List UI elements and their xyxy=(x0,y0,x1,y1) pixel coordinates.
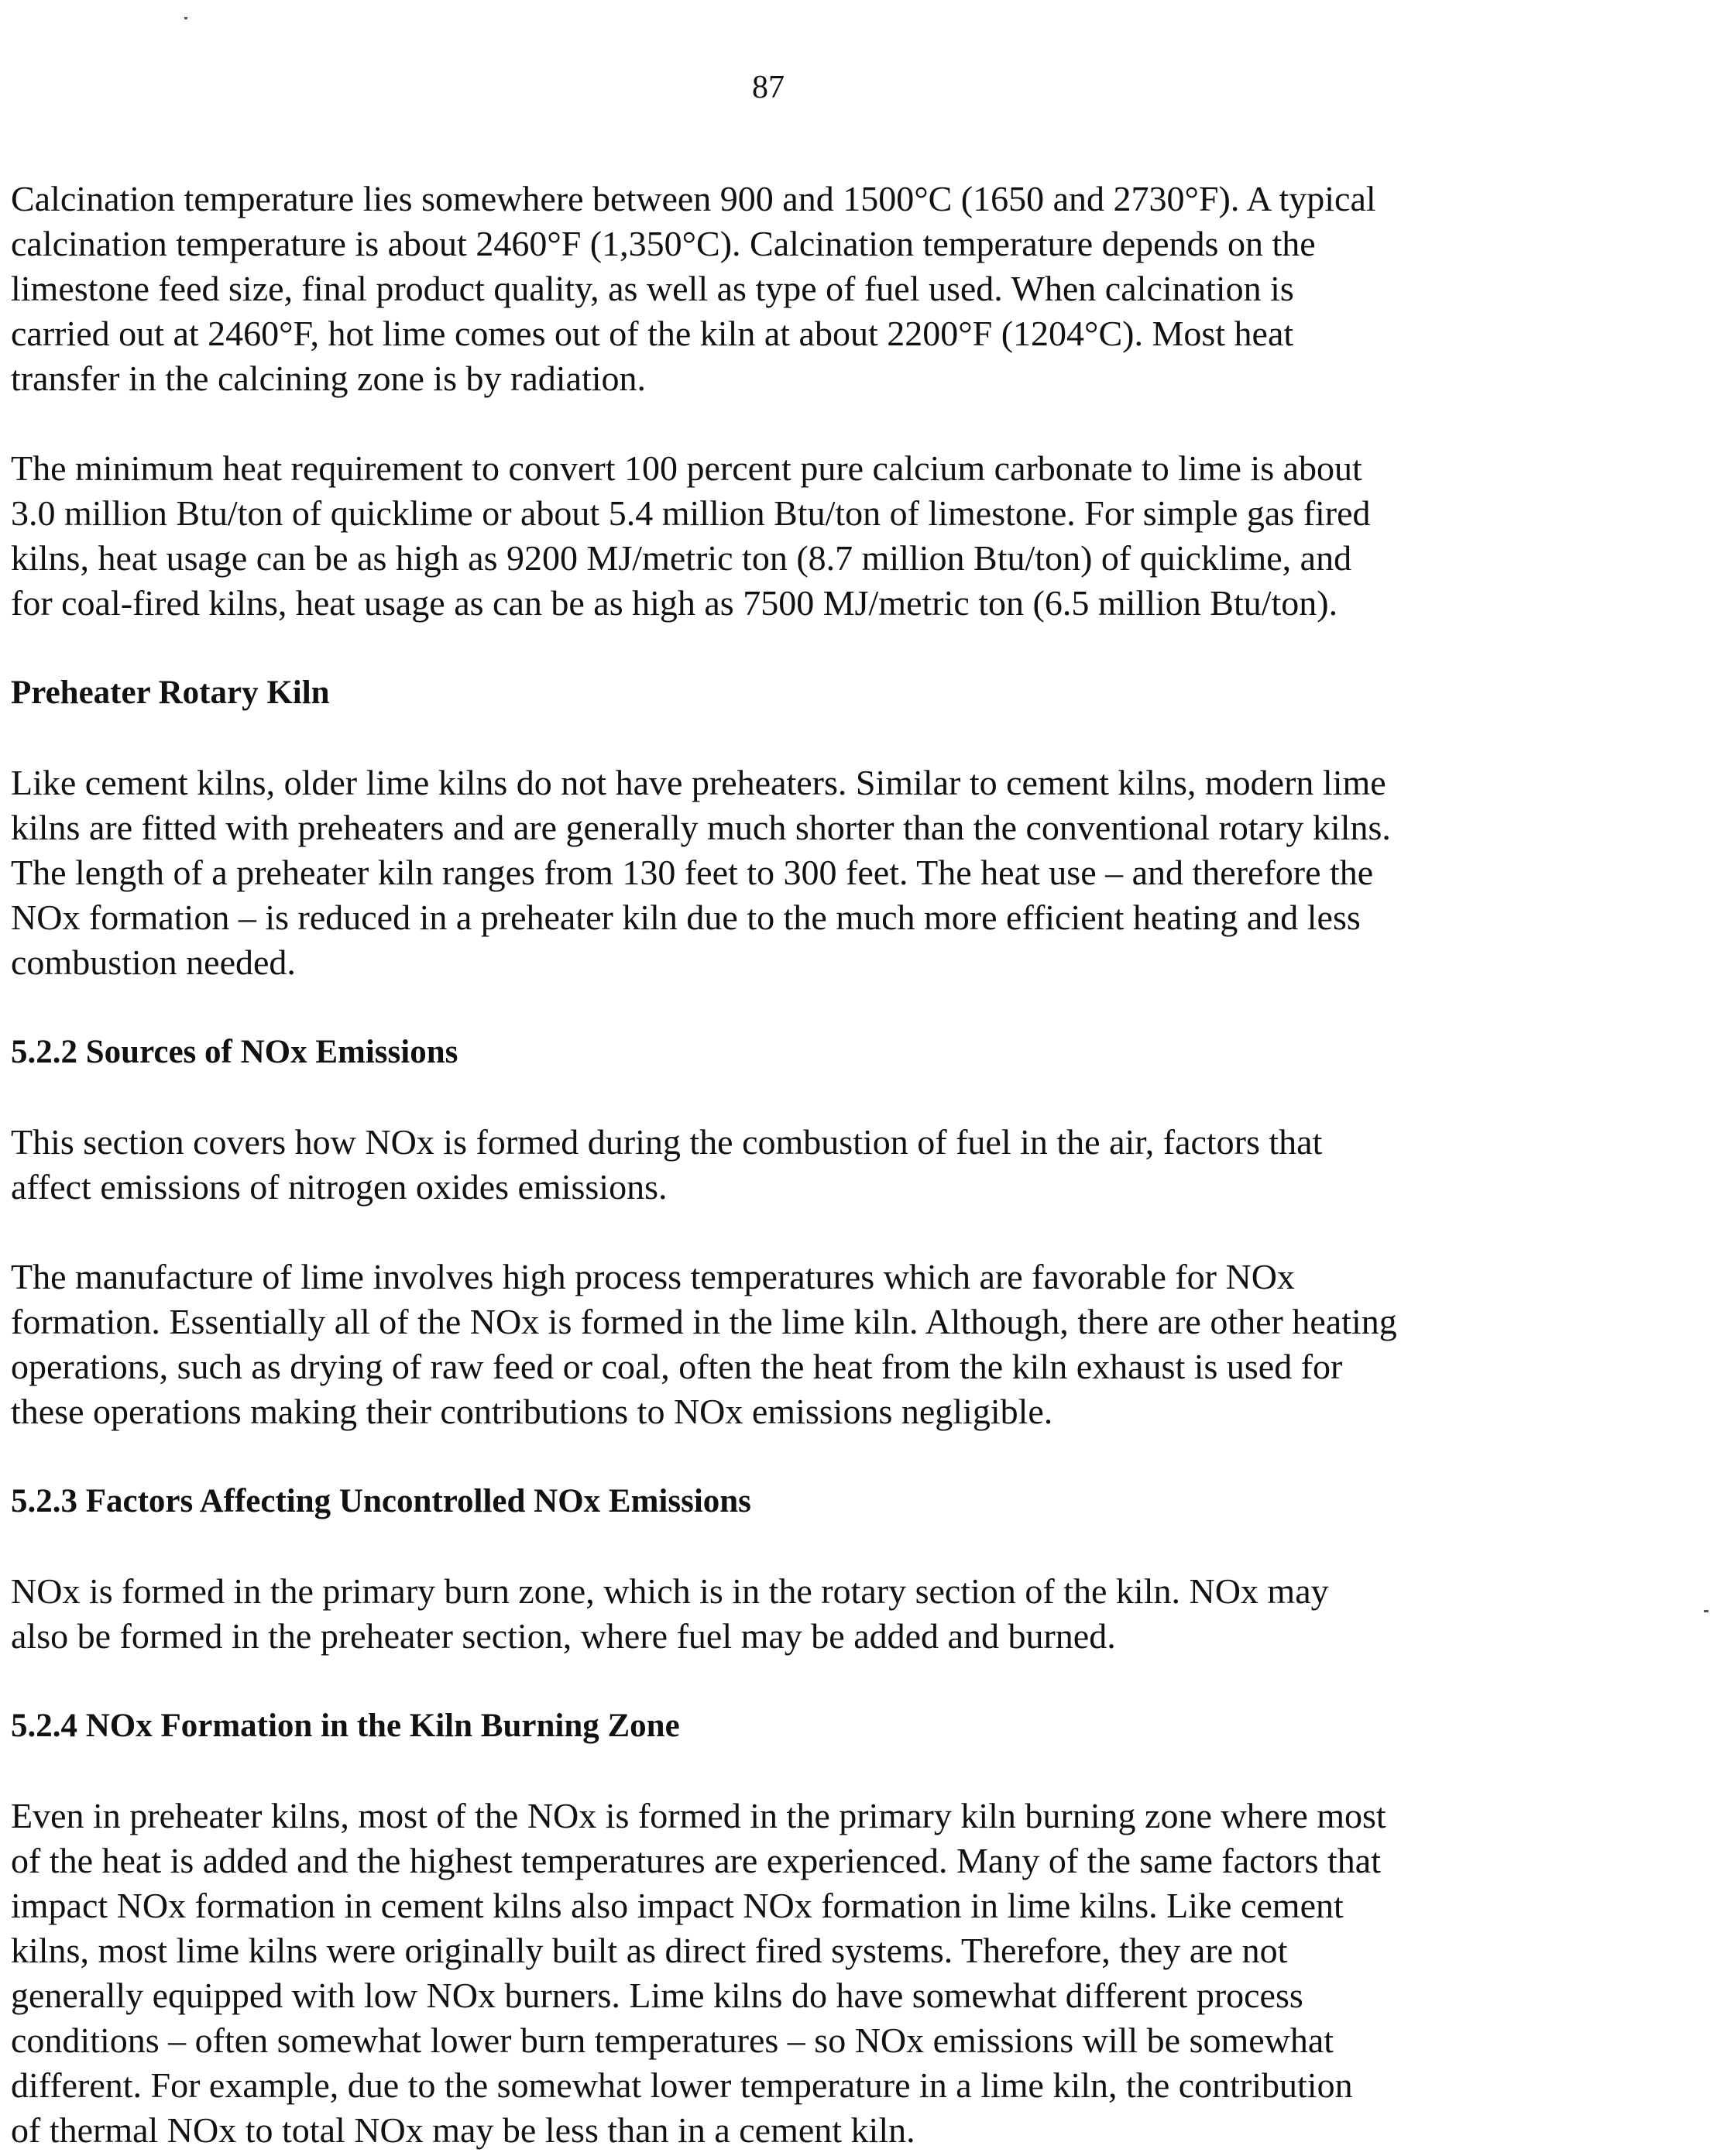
paragraph-lime-manufacture: The manufacture of lime involves high process temperatures which are favorable for NOx formation. Essentially all of the NOx is formed in the lime kiln. Although, there are other heating operations, such as drying of raw feed or coal, often the heat from the kiln exhaust is used for these operations making their contributions to NOx emissions negligible. xyxy=(11,1257,1397,1431)
paragraph-section-overview: This section covers how NOx is formed during the combustion of fuel in the air, factors that affect emissions of nitrogen oxides emissions. xyxy=(11,1122,1323,1207)
heading-kiln-burning-zone: 5.2.4 NOx Formation in the Kiln Burning Zone xyxy=(11,1708,680,1744)
paragraph-primary-burn-zone: NOx is formed in the primary burn zone, which is in the rotary section of the kiln. NOx may also be formed in the preheater section, where fuel may be added and burned. xyxy=(11,1571,1329,1656)
paragraph-heat-requirement: The minimum heat requirement to convert 100 percent pure calcium carbonate to lime is about 3.0 million Btu/ton of quicklime or about 5.4 million Btu/ton of limestone. For simple gas fired kilns, heat usage can be as high as 9200 MJ/metric ton (8.7 million Btu/ton) of quicklime, and for coal-fired kilns, heat usage as can be as high as 7500 MJ/metric ton (6.5 million Btu/ton). xyxy=(11,448,1371,623)
document-body xyxy=(11,177,1552,2153)
paragraph-preheater-kilns: Like cement kilns, older lime kilns do not have preheaters. Similar to cement kilns, modern lime kilns are fitted with preheaters and are generally much shorter than the conventional rotary kilns. The length of a preheater kiln ranges from 130 feet to 300 feet. The heat use – and therefore the NOx formation – is reduced in a preheater kiln due to the much more efficient heating and less combustion needed. xyxy=(11,763,1391,982)
paragraph-calcination-temperature: Calcination temperature lies somewhere between 900 and 1500°C (1650 and 2730°F). A typical calcination temperature is about 2460°F (1,350°C). Calcination temperature depends on the limestone feed size, final product quality, as well as type of fuel used. When calcination is carried out at 2460°F, hot lime comes out of the kiln at about 2200°F (1204°C). Most heat transfer in the calcining zone is by radiation. xyxy=(11,179,1376,398)
page-number: 87 xyxy=(752,70,785,105)
scan-speck-right xyxy=(1704,1610,1708,1612)
heading-factors-affecting-nox: 5.2.3 Factors Affecting Uncontrolled NOx Emissions xyxy=(11,1483,751,1519)
scan-speck-top xyxy=(184,17,187,19)
heading-sources-of-nox: 5.2.2 Sources of NOx Emissions xyxy=(11,1034,458,1070)
paragraph-nox-formation-kiln: Even in preheater kilns, most of the NOx is formed in the primary kiln burning zone where most of the heat is added and the highest temperatures are experienced. Many of the same factors that impact NOx formation in cement kilns also impact NOx formation in lime kilns. Like cement kilns, most lime kilns were originally built as direct fired systems. Therefore, they are not generally equipped with low NOx burners. Lime kilns do have somewhat different process conditions – often somewhat lower burn temperatures – so NOx emissions will be somewhat different. For example, due to the somewhat lower temperature in a lime kiln, the contribution of thermal NOx to total NOx may be less than in a cement kiln. xyxy=(11,1796,1386,2150)
heading-preheater-rotary-kiln: Preheater Rotary Kiln xyxy=(11,675,330,711)
